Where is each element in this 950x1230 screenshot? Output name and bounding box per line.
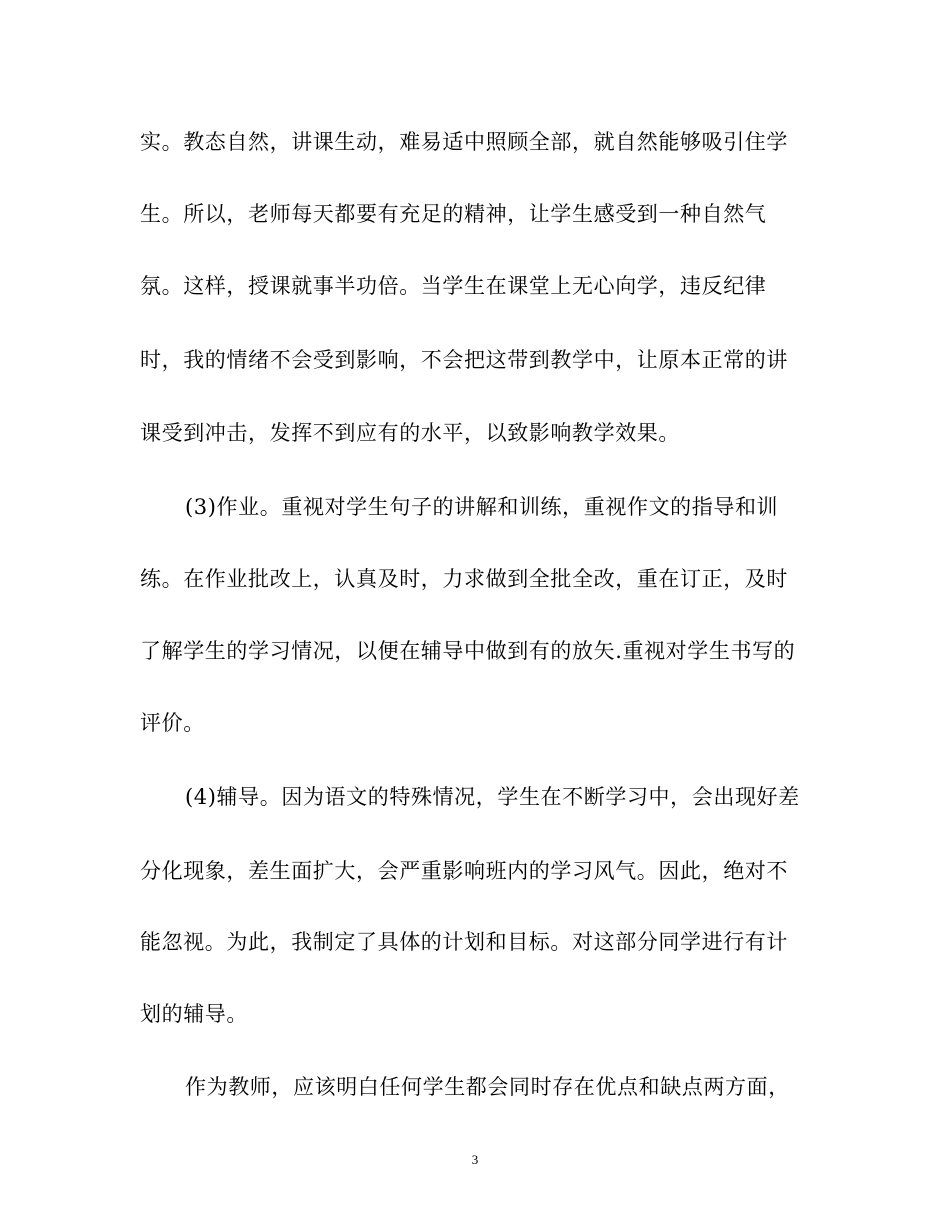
paragraph-line: 分化现象，差生面扩大，会严重影响班内的学习风气。因此，绝对不 (140, 859, 788, 883)
page-number: 3 (471, 1152, 479, 1167)
paragraph-line: 实。教态自然，讲课生动，难易适中照顾全部，就自然能够吸引住学 (140, 130, 788, 154)
paragraph-line: (3)作业。重视对学生句子的讲解和训练，重视作文的指导和训 (185, 495, 779, 519)
paragraph-line: 氛。这样，授课就事半功倍。当学生在课堂上无心向学，违反纪律 (140, 274, 767, 298)
paragraph-line: 划的辅导。 (140, 1002, 248, 1026)
paragraph-line: 评价。 (140, 711, 205, 735)
paragraph-line: (4)辅导。因为语文的特殊情况，学生在不断学习中，会出现好差 (185, 785, 800, 809)
paragraph-line: 练。在作业批改上，认真及时，力求做到全批全改，重在订正，及时 (140, 567, 788, 591)
paragraph-line: 作为教师，应该明白任何学生都会同时存在优点和缺点两方面， (185, 1075, 790, 1099)
paragraph-line: 了解学生的学习情况，以便在辅导中做到有的放矢.重视对学生书写的 (140, 639, 796, 663)
paragraph-line: 时，我的情绪不会受到影响，不会把这带到教学中，让原本正常的讲 (140, 348, 788, 372)
paragraph-line: 课受到冲击，发挥不到应有的水平，以致影响教学效果。 (140, 421, 680, 445)
paragraph-line: 能忽视。为此，我制定了具体的计划和目标。对这部分同学进行有计 (140, 930, 788, 954)
paragraph-line: 生。所以，老师每天都要有充足的精神，让学生感受到一种自然气 (140, 202, 767, 226)
